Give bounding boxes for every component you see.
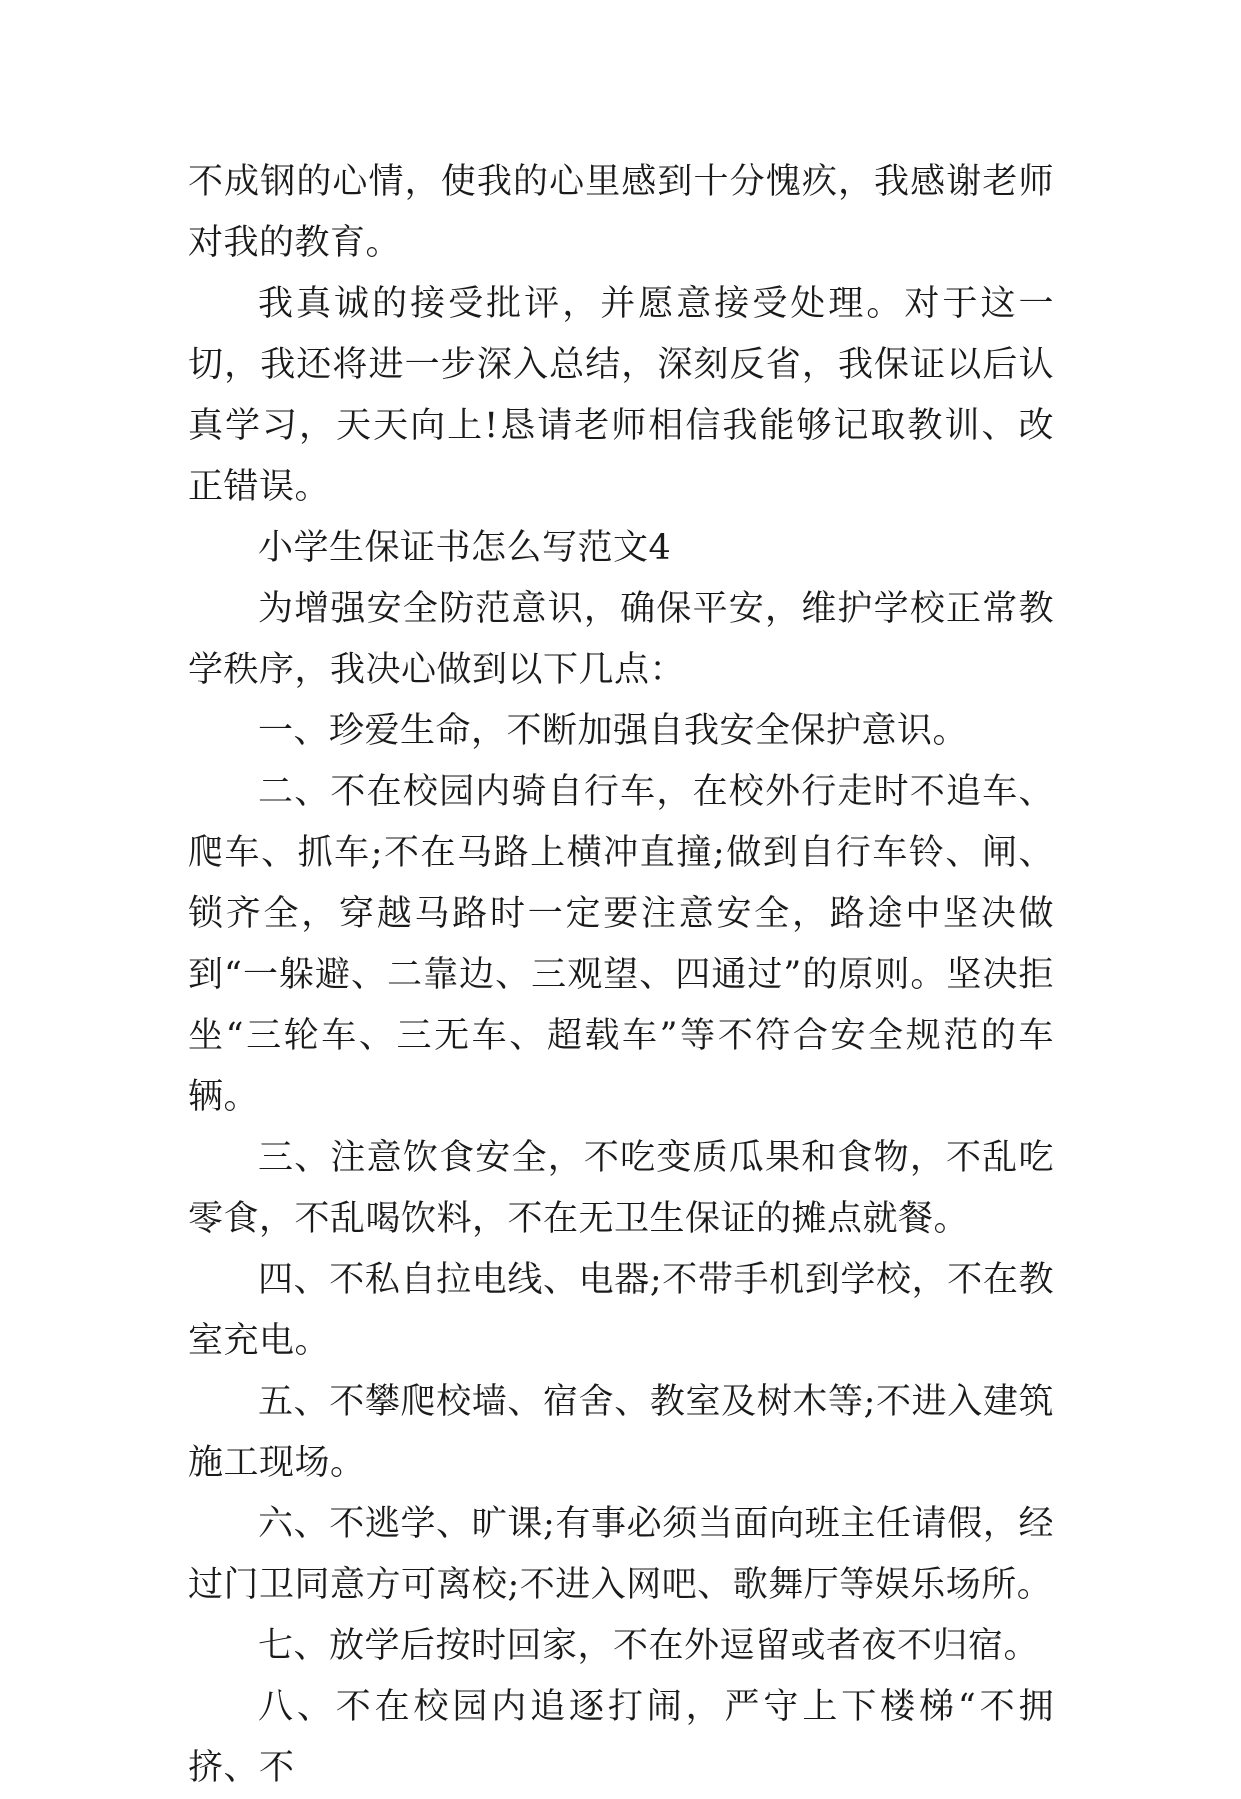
paragraph-2: 我真诚的接受批评，并愿意接受处理。对于这一切，我还将进一步深入总结，深刻反省，我保证以后认真学习，天天向上!恳请老师相信我能够记取教训、改正错误。 [188, 284, 1054, 507]
paragraph-intro: 为增强安全防范意识，确保平安，维护学校正常教学秩序，我决心做到以下几点： [188, 589, 1054, 690]
document-body [188, 152, 1054, 1799]
list-item-5: 五、不攀爬校墙、宿舍、教室及树木等;不进入建筑施工现场。 [188, 1382, 1054, 1483]
section-heading: 小学生保证书怎么写范文4 [258, 528, 672, 568]
list-item-1: 一、珍爱生命，不断加强自我安全保护意识。 [258, 711, 969, 751]
list-item-6: 六、不逃学、旷课;有事必须当面向班主任请假，经过门卫同意方可离校;不进入网吧、歌舞厅等娱乐场所。 [188, 1504, 1054, 1605]
list-item-4: 四、不私自拉电线、电器;不带手机到学校，不在教室充电。 [188, 1260, 1054, 1361]
list-item-8: 八、不在校园内追逐打闹，严守上下楼梯“不拥挤、不 [188, 1687, 1054, 1788]
list-item-2: 二、不在校园内骑自行车，在校外行走时不追车、爬车、抓车;不在马路上横冲直撞;做到自行车铃、闸、锁齐全，穿越马路时一定要注意安全，路途中坚决做到“一躲避、二靠边、三观望、四通过”的原则。坚决拒坐“三轮车、三无车、超载车”等不符合安全规范的车辆。 [188, 772, 1054, 1117]
list-item-7: 七、放学后按时回家，不在外逗留或者夜不归宿。 [258, 1626, 1040, 1666]
list-item-3: 三、注意饮食安全，不吃变质瓜果和食物，不乱吃零食，不乱喝饮料，不在无卫生保证的摊点就餐。 [188, 1138, 1054, 1239]
paragraph-1: 不成钢的心情，使我的心里感到十分愧疚，我感谢老师对我的教育。 [188, 162, 1054, 263]
